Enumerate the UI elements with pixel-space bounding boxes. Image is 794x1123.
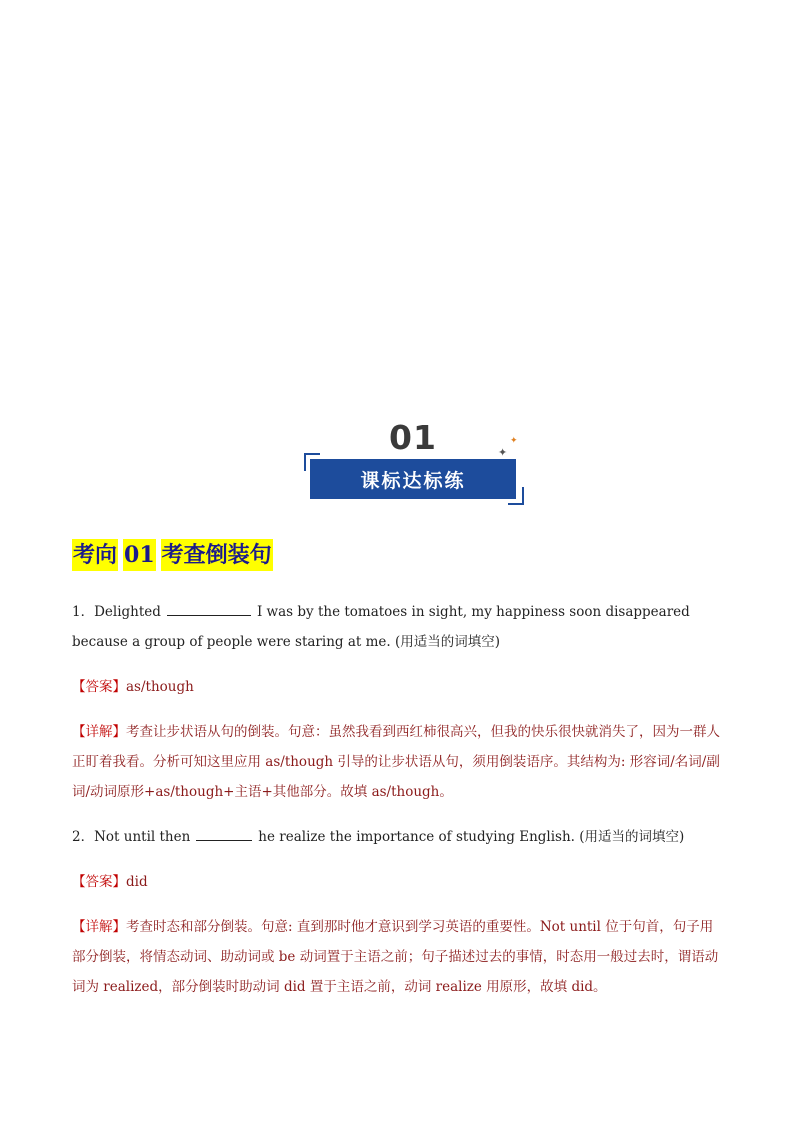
banner-title: 课标达标练	[360, 469, 466, 492]
heading-part: 考查倒装句	[161, 539, 273, 571]
question-1	[72, 597, 724, 657]
question-text: Delighted	[94, 604, 161, 620]
detail-1	[72, 717, 724, 807]
answer-blank	[167, 601, 251, 616]
detail-tag: 【详解】	[72, 919, 126, 935]
question-number: 2．	[72, 829, 95, 845]
detail-text: 考查让步状语从句的倒装。句意：虽然我看到西红柿很高兴，但我的快乐很快就消失了，因为一群人正盯着我看。分析可知这里应用 as/though 引导的让步状语从句，须用倒装语序。其结构为: 形容词/名词/副词/动词原形+as/though+主语+其他部分。故填 as/though。	[72, 724, 720, 800]
banner-corner-bottom-right	[508, 487, 524, 505]
sparkle-icon: ✦	[510, 436, 518, 446]
answer-2	[72, 867, 724, 897]
heading-part: 01	[123, 539, 156, 571]
question-text: I was by the tomatoes in sight, my happiness soon disappeared because a group of people were staring at me. (用适当的词填空)	[72, 604, 690, 650]
answer-value: as/though	[126, 679, 194, 695]
question-2	[72, 822, 724, 852]
answer-tag: 【答案】	[72, 874, 126, 890]
answer-1	[72, 672, 724, 702]
banner-box	[310, 459, 516, 499]
answer-tag: 【答案】	[72, 679, 126, 695]
detail-text: 考查时态和部分倒装。句意: 直到那时他才意识到学习英语的重要性。Not until 位于句首，句子用部分倒装，将情态动词、助动词或 be 动词置于主语之前；句子描述过去的事情，时态用一般过去时，谓语动词为 realized，部分倒装时助动词 did 置于主语之前，动词 realize 用原形，故填 did。	[72, 919, 719, 995]
question-number: 1．	[72, 604, 95, 620]
heading-part: 考向	[72, 539, 118, 571]
banner-number: 01	[389, 418, 437, 457]
answer-blank	[196, 826, 252, 841]
answer-value: did	[126, 874, 148, 890]
detail-2	[72, 912, 724, 1002]
sparkle-icon: ✦	[498, 446, 508, 459]
detail-tag: 【详解】	[72, 724, 126, 740]
question-text: Not until then	[94, 829, 191, 845]
question-list	[72, 597, 724, 1017]
section-banner	[302, 418, 524, 508]
section-heading	[72, 538, 273, 572]
question-text: he realize the importance of studying English. (用适当的词填空)	[258, 829, 685, 845]
